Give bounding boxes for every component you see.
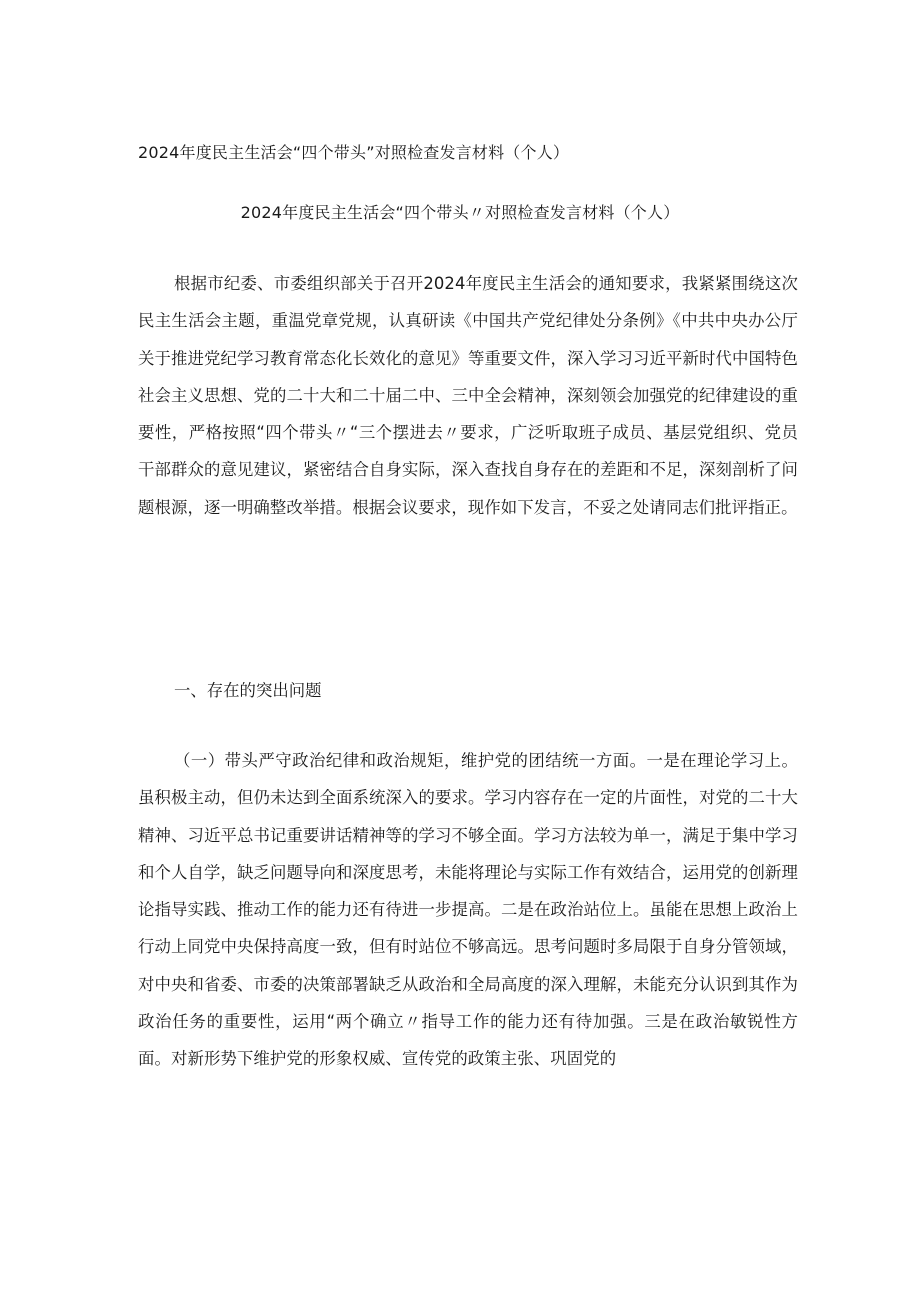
section-heading: 一、存在的突出问题: [174, 681, 322, 700]
file-title: 2024年度民主生活会“四个带头”对照检查发言材料（个人）: [138, 143, 570, 162]
document-title: 2024年度民主生活会“四个带头〃对照检查发言材料（个人）: [240, 203, 680, 222]
section-paragraph: （一）带头严守政治纪律和政治规矩，维护党的团结统一方面。一是在理论学习上。虽积极主动，但仍未达到全面系统深入的要求。学习内容存在一定的片面性，对党的二十大精神、习近平总书记重要讲话精神等的学习不够全面。学习方法较为单一，满足于集中学习和个人自学，缺乏问题导向和深度思考，未能将理论与实际工作有效结合，运用党的创新理论指导实践、推动工作的能力还有待进一步提高。二是在政治站位上。虽能在思想上政治上行动上同党中央保持高度一致，但有时站位不够高远。思考问题时多局限于自身分管领域，对中央和省委、市委的决策部署缺乏从政治和全局高度的深入理解，未能充分认识到其作为政治任务的重要性，运用“两个确立〃指导工作的能力还有待加强。三是在政治敏锐性方面。对新形势下维护党的形象权威、宣传党的政策主张、巩固党的: [138, 751, 798, 1069]
intro-paragraph: 根据市纪委、市委组织部关于召开2024年度民主生活会的通知要求，我紧紧围绕这次民主生活会主题，重温党章党规，认真研读《中国共产党纪律处分条例》《中共中央办公厅关于推进党纪学习教育常态化长效化的意见》等重要文件，深入学习习近平新时代中国特色社会主义思想、党的二十大和二十届二中、三中全会精神，深刻领会加强党的纪律建设的重要性，严格按照“四个带头〃“三个摆进去〃要求，广泛听取班子成员、基层党组织、党员干部群众的意见建议，紧密结合自身实际，深入查找自身存在的差距和不足，深刻剖析了问题根源，逐一明确整改举措。根据会议要求，现作如下发言，不妥之处请同志们批评指正。: [138, 274, 798, 517]
